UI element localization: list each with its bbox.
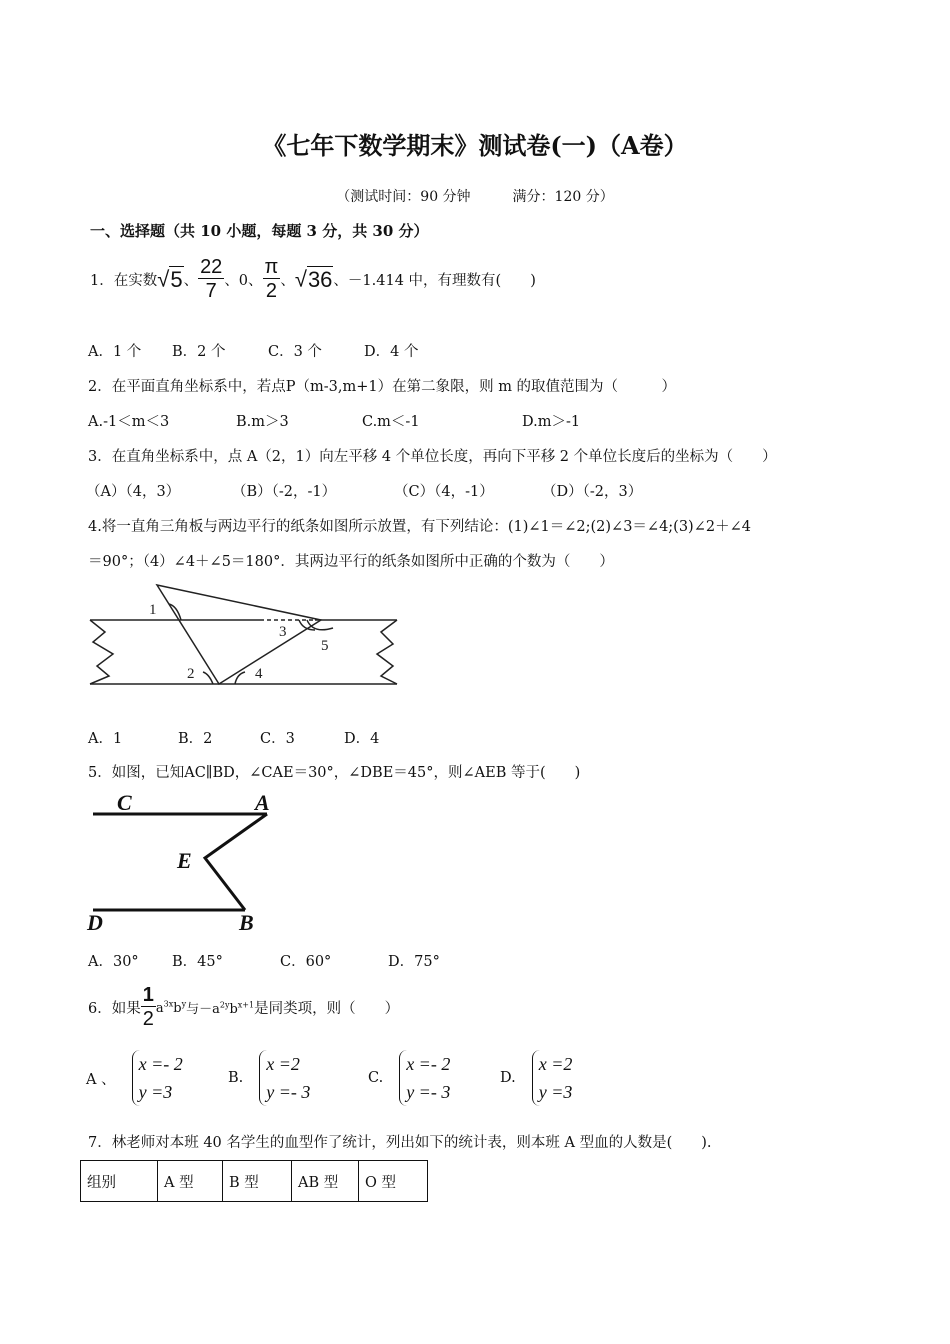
q1-sep: 、 <box>183 273 199 289</box>
table-header-a: A 型 <box>158 1161 223 1202</box>
fraction-pi-2: $\frac{\pi}{2}$ <box>264 256 279 302</box>
question-5: 5．如图，已知AC∥BD，∠CAE＝30°，∠DBE＝45°，则∠AEB 等于( ) <box>88 765 581 781</box>
angle-label-2: 2 <box>187 666 195 682</box>
question-1 <box>90 256 536 303</box>
q6-option-c: C. x =- 2 y =- 3 <box>368 1050 450 1106</box>
q2-option-b: B.m＞3 <box>236 414 289 430</box>
q4-option-c: C．3 <box>260 731 295 747</box>
q6-option-b: B. x =2 y =- 3 <box>228 1050 310 1106</box>
angle-label-1: 1 <box>149 602 157 618</box>
q5-figure <box>85 790 285 940</box>
q3-option-d: （D）（-2，3） <box>542 484 643 500</box>
point-label-c: C <box>117 790 132 815</box>
q1-prefix: 1．在实数 <box>90 273 158 289</box>
q5-option-b: B．45° <box>172 954 223 970</box>
point-label-d: D <box>87 910 103 935</box>
q3-option-a: （A）（4，3） <box>86 484 181 500</box>
q5-option-c: C．60° <box>280 954 332 970</box>
q1-option-b: B．2 个 <box>172 344 226 360</box>
sqrt-36: √36 <box>294 266 333 292</box>
table-header-o: O 型 <box>359 1161 428 1202</box>
question-7: 7．林老师对本班 40 名学生的血型作了统计，列出如下的统计表，则本班 A 型血的人数是( ). <box>88 1135 712 1151</box>
point-label-b: B <box>239 910 254 935</box>
sqrt-5: √5 <box>157 266 183 292</box>
system-a: x =- 2 y =3 <box>132 1050 183 1106</box>
q1-sep2: 、 <box>280 273 295 289</box>
question-3: 3．在直角坐标系中，点 A（2，1）向左平移 4 个单位长度，再向下平移 2 个单位长度后的坐标为（ ） <box>88 449 777 465</box>
q6-option-d: D. x =2 y =3 <box>500 1050 572 1106</box>
question-6 <box>88 984 399 1031</box>
q6-option-a: A 、 x =- 2 y =3 <box>86 1050 183 1106</box>
q4-option-a: A．1 <box>88 731 123 747</box>
q6-prefix: 6．如果 <box>88 1001 141 1017</box>
point-label-e: E <box>177 848 192 873</box>
q5-option-d: D．75° <box>388 954 440 970</box>
table-header-group: 组别 <box>81 1161 158 1202</box>
table-header-b: B 型 <box>223 1161 292 1202</box>
q2-option-c: C.m＜-1 <box>362 414 420 430</box>
angle-label-5: 5 <box>321 638 329 654</box>
q1-mid: 、0、 <box>224 273 263 289</box>
system-b: x =2 y =- 3 <box>259 1050 310 1106</box>
q1-option-c: C．3 个 <box>268 344 322 360</box>
angle-label-4: 4 <box>255 666 263 682</box>
q6-term1: $a^{3x}b^y$ <box>155 999 187 1016</box>
fraction-1-2: $\frac{1}{2}$ <box>142 984 154 1030</box>
q6-suffix: 是同类项，则（ ） <box>254 1001 400 1017</box>
blood-type-table <box>80 1160 428 1202</box>
q5-option-a: A．30° <box>88 954 139 970</box>
page-title: 《七年下数学期末》测试卷(一)（A卷） <box>262 131 688 160</box>
fraction-22-7: $\frac{22}{7}$ <box>200 256 223 302</box>
q1-suffix: 、－1.414 中，有理数有( ) <box>333 273 536 289</box>
q1-option-d: D．4 个 <box>364 344 419 360</box>
question-2: 2．在平面直角坐标系中，若点P（m-3,m+1）在第二象限，则 m 的取值范围为（ ） <box>88 379 677 395</box>
q6-mid: 与$-a^{2y}b^{x+1}$ <box>186 1000 255 1017</box>
system-d: x =2 y =3 <box>532 1050 573 1106</box>
question-4-line1: 4.将一直角三角板与两边平行的纸条如图所示放置，有下列结论：(1)∠1＝∠2;(2)∠3＝∠4;(3)∠2＋∠4 <box>88 519 751 535</box>
q4-option-b: B．2 <box>178 731 213 747</box>
q4-figure <box>85 580 405 692</box>
question-4-line2: ＝90°；（4）∠4＋∠5＝180°．其两边平行的纸条如图所中正确的个数为（ ） <box>88 554 614 570</box>
q2-option-a: A.-1＜m＜3 <box>88 414 170 430</box>
point-label-a: A <box>255 790 270 815</box>
angle-label-3: 3 <box>279 624 287 640</box>
table-row <box>81 1161 428 1202</box>
q1-option-a: A．1 个 <box>88 344 142 360</box>
system-c: x =- 2 y =- 3 <box>399 1050 450 1106</box>
table-header-ab: AB 型 <box>292 1161 359 1202</box>
section-heading: 一、选择题（共 10 小题，每题 3 分，共 30 分） <box>90 222 429 240</box>
q2-option-d: D.m＞-1 <box>522 414 581 430</box>
test-info: （测试时间：90 分钟 满分：120 分） <box>336 189 614 205</box>
q4-option-d: D．4 <box>344 731 380 747</box>
q3-option-b: （B）（-2，-1） <box>232 484 337 500</box>
q3-option-c: （C）（4，-1） <box>394 484 494 500</box>
